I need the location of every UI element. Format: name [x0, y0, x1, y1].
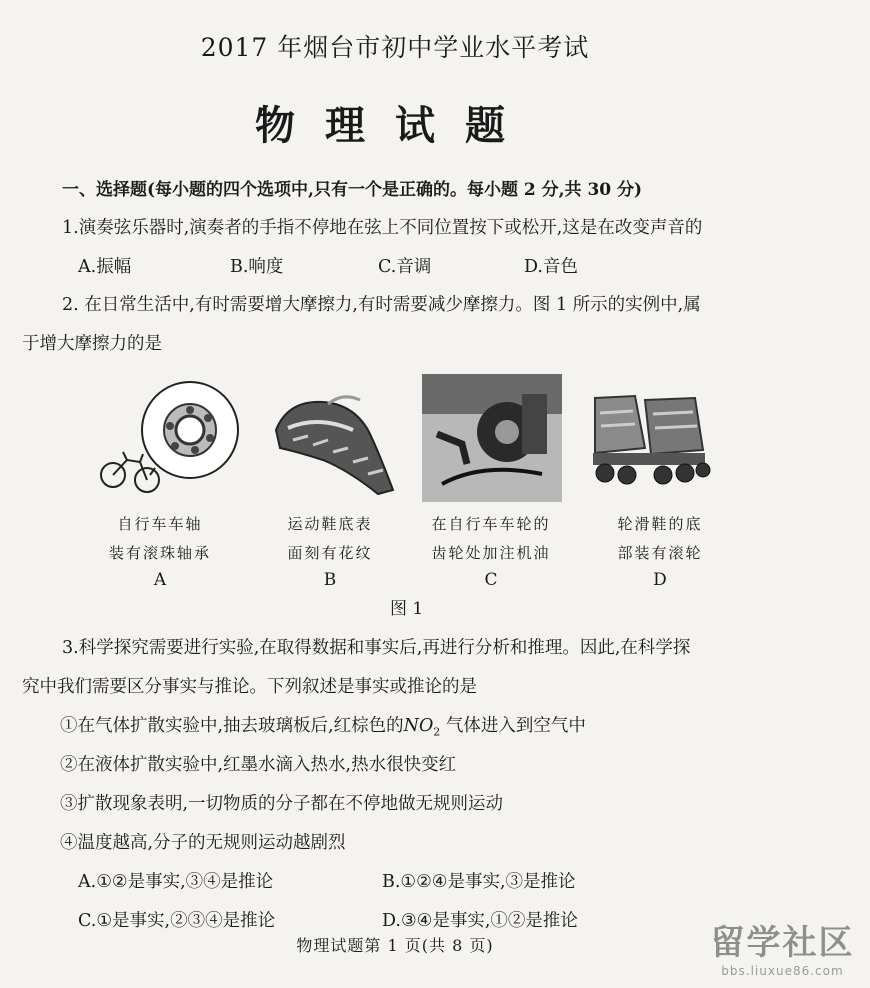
figure-a-caption: 自行车车轴 装有滚珠轴承 A [108, 515, 211, 590]
watermark-url: bbs.liuxue86.com [721, 964, 844, 978]
statement-1: ①在气体扩散实验中,抽去玻璃板后,红棕色的$NO_2$ 气体进入到空气中 [60, 716, 586, 739]
watermark-logo: 留学社区 [710, 923, 855, 963]
figure-label: 图 1 [390, 599, 424, 619]
question-2-line-2: 于增大摩擦力的是 [22, 334, 162, 354]
section-heading: 一、选择题(每小题的四个选项中,只有一个是正确的。每小题 2 分,共 30 分) [62, 180, 643, 200]
figure-c-caption: 在自行车车轮的 齿轮处加注机油 C [431, 515, 551, 590]
q1-option-b: B.响度 [230, 257, 284, 277]
bicycle-bearing-image [95, 380, 245, 500]
figure-d-caption: 轮滑鞋的底 部装有滚轮 D [617, 515, 703, 590]
q3-option-d: D.③④是事实,①②是推论 [382, 911, 578, 931]
q1-option-c: C.音调 [378, 257, 432, 277]
q1-option-a: A.振幅 [78, 257, 132, 277]
watermark [700, 915, 865, 978]
question-3-line-1: 3.科学探究需要进行实验,在取得数据和事实后,再进行分析和推理。因此,在科学探 [62, 638, 691, 658]
figure-b-caption: 运动鞋底表 面刻有花纹 B [287, 515, 373, 590]
sport-shoe-image [268, 390, 398, 500]
question-1-text: 1.演奏弦乐器时,演奏者的手指不停地在弦上不同位置按下或松开,这是在改变声音的 [62, 218, 703, 238]
q1-option-d: D.音色 [524, 257, 578, 277]
subject-title: 物理试题 [255, 102, 535, 149]
page-footer: 物理试题第 1 页(共 8 页) [296, 936, 494, 955]
q3-option-b: B.①②④是事实,③是推论 [382, 872, 576, 892]
roller-skate-image [585, 378, 715, 496]
statement-2: ②在液体扩散实验中,红墨水滴入热水,热水很快变红 [60, 755, 457, 775]
q3-option-c: C.①是事实,②③④是推论 [78, 911, 276, 931]
question-3-line-2: 究中我们需要区分事实与推论。下列叙述是事实或推论的是 [22, 677, 477, 697]
bicycle-gear-oil-image [422, 374, 562, 502]
q3-option-a: A.①②是事实,③④是推论 [78, 872, 274, 892]
statement-3: ③扩散现象表明,一切物质的分子都在不停地做无规则运动 [60, 794, 504, 814]
question-2-line-1: 2. 在日常生活中,有时需要增大摩擦力,有时需要减少摩擦力。图 1 所示的实例中,属 [62, 295, 701, 315]
statement-4: ④温度越高,分子的无规则运动越剧烈 [60, 833, 346, 853]
exam-title: 2017 年烟台市初中学业水平考试 [200, 33, 590, 62]
